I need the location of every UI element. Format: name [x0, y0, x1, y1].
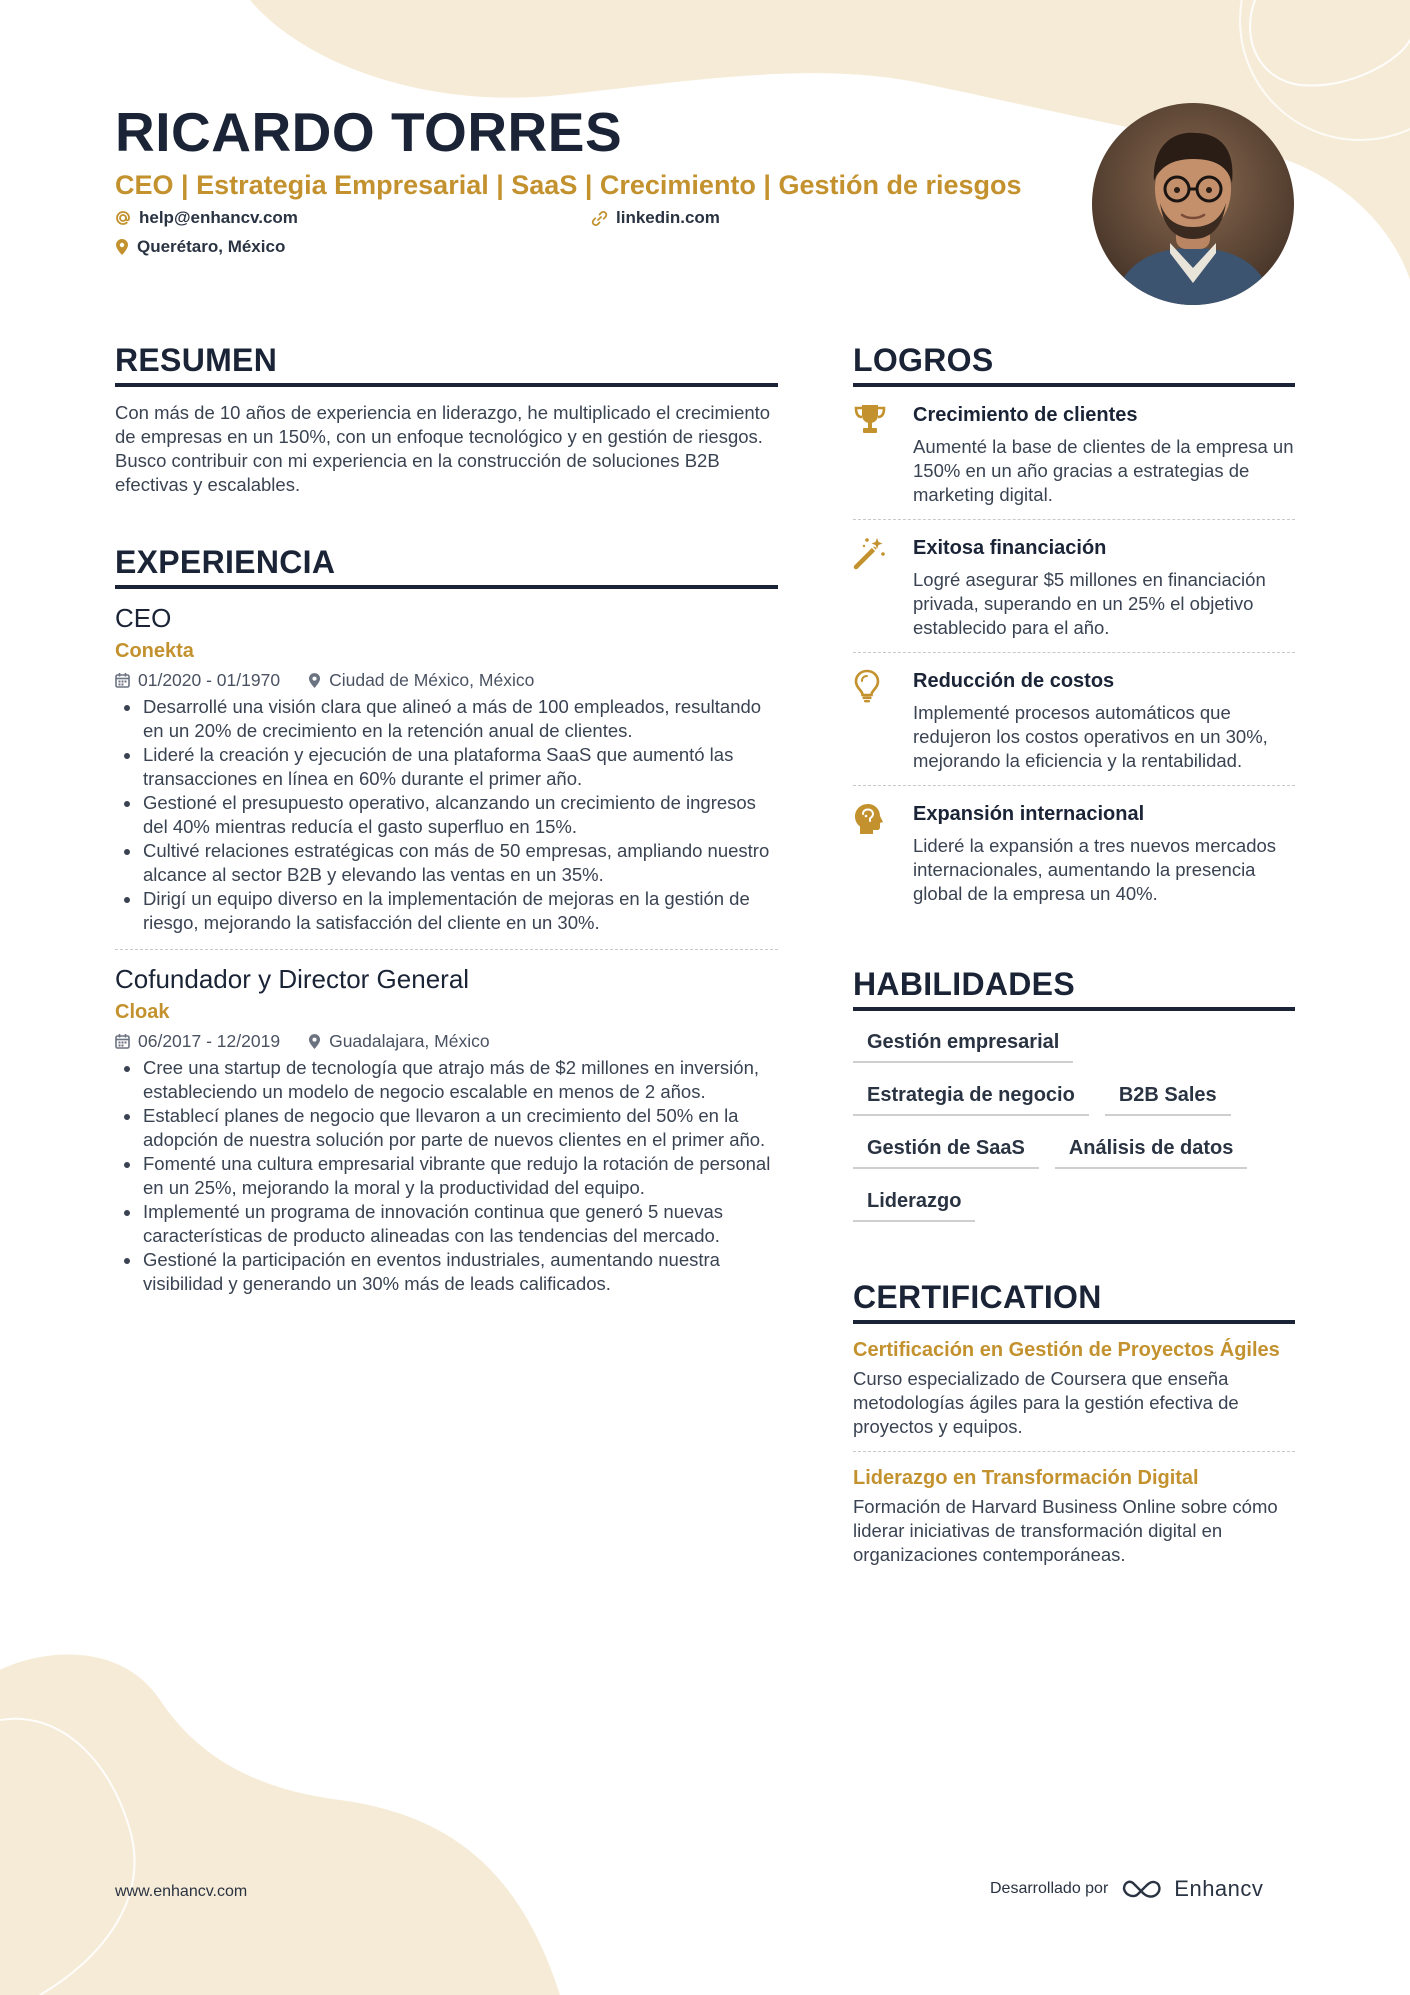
powered-by-text: Desarrollado por: [990, 1880, 1109, 1897]
job-company: Cloak: [115, 1001, 170, 1023]
location-pin-icon: [308, 1033, 321, 1050]
profile-photo: [1092, 103, 1294, 305]
achievement-desc: Aumenté la base de clientes de la empresa un 150% en un año gracias a estrategias de marketing digital.: [913, 436, 1294, 505]
candidate-name: RICARDO TORRES: [115, 101, 623, 163]
job-company: Conekta: [115, 640, 194, 662]
list-item: Desarrollé una visión clara que alineó a más de 100 empleados, resultando en un 20% de crecimiento en la retención anual de clientes.: [115, 695, 778, 743]
achievement-title: Reducción de costos: [913, 670, 1115, 692]
job-dates-text: 06/2017 - 12/2019: [138, 1031, 281, 1051]
job-role: CEO: [115, 603, 172, 633]
job-entry: [115, 601, 778, 935]
achievement-desc: Lideré la expansión a tres nuevos mercados internacionales, aumentando la presencia global de la empresa un 40%.: [913, 835, 1277, 904]
footer-website[interactable]: www.enhancv.com: [115, 1883, 248, 1900]
skill-tag: Gestión empresarial: [853, 1023, 1073, 1063]
achievement-title: Exitosa financiación: [913, 537, 1107, 559]
job-bullets: [115, 1056, 778, 1296]
job-dates: [115, 1030, 280, 1052]
left-column: [115, 340, 778, 1296]
list-item: Implementé un programa de innovación continua que generó 5 nuevas características de producto alineadas con las tendencias del mercado.: [115, 1200, 778, 1248]
certification-title: CERTIFICATION: [853, 1277, 1295, 1324]
certification-item: [853, 1452, 1295, 1567]
right-column: [853, 340, 1295, 1567]
avatar-illustration: [1092, 103, 1294, 305]
contact-info: [115, 208, 1075, 268]
location-pin-icon: [308, 672, 321, 689]
job-dates-text: 01/2020 - 01/1970: [138, 670, 281, 690]
link-icon: [591, 210, 608, 227]
magic-wand-icon: [853, 536, 887, 570]
list-item: Gestioné la participación en eventos industriales, aumentando nuestra visibilidad y generando un 30% más de leads calificados.: [115, 1248, 778, 1296]
job-meta: [115, 669, 778, 691]
achievement-item: [853, 786, 1295, 918]
skills-title: HABILIDADES: [853, 964, 1295, 1011]
location-pin-icon: [115, 238, 129, 256]
skill-tag: Estrategia de negocio: [853, 1076, 1089, 1116]
at-icon: [115, 210, 131, 226]
job-bullets: [115, 695, 778, 935]
lightbulb-icon: [853, 669, 881, 703]
achievement-title: Crecimiento de clientes: [913, 404, 1138, 426]
skill-tag: Gestión de SaaS: [853, 1129, 1039, 1169]
contact-location: [115, 237, 285, 257]
headline: CEO | Estrategia Empresarial | SaaS | Crecimiento | Gestión de riesgos: [115, 170, 1022, 200]
achievements-title: LOGROS: [853, 340, 1295, 387]
enhancv-logo-icon: [1120, 1876, 1166, 1902]
achievement-desc: Logré asegurar $5 millones en financiación privada, superando en un 25% el objetivo establecido para el año.: [913, 569, 1266, 638]
footer-branding: [990, 1876, 1263, 1902]
certification-desc: Formación de Harvard Business Online sobre cómo liderar iniciativas de transformación digital en organizaciones contemporáneas.: [853, 1496, 1278, 1565]
trophy-icon: [853, 403, 887, 435]
list-item: Dirigí un equipo diverso en la implementación de mejoras en la gestión de riesgo, mejorando la satisfacción del cliente en un 30%.: [115, 887, 778, 935]
achievement-item: [853, 387, 1295, 520]
linkedin-text: linkedin.com: [616, 208, 720, 227]
achievement-item: [853, 520, 1295, 653]
certification-desc: Curso especializado de Coursera que enseña metodologías ágiles para la gestión efectiva de proyectos y equipos.: [853, 1368, 1239, 1437]
job-location-text: Guadalajara, México: [329, 1031, 490, 1051]
job-location: [308, 1030, 490, 1052]
job-role: Cofundador y Director General: [115, 964, 470, 994]
certification-name: Certificación en Gestión de Proyectos Ágiles: [853, 1339, 1280, 1361]
email-text: help@enhancv.com: [139, 208, 298, 227]
certification-name: Liderazgo en Transformación Digital: [853, 1467, 1199, 1489]
calendar-icon: [115, 1033, 130, 1049]
brand-name: Enhancv: [1174, 1876, 1264, 1901]
head-brain-icon: [853, 802, 885, 836]
achievement-title: Expansión internacional: [913, 803, 1145, 825]
list-item: Cree una startup de tecnología que atrajo más de $2 millones en inversión, estableciendo un modelo de negocio escalable en menos de 2 años.: [115, 1056, 778, 1104]
header: [115, 100, 1075, 268]
achievement-item: [853, 653, 1295, 786]
job-entry: [115, 962, 778, 1296]
skills-list: [853, 1023, 1295, 1235]
list-item: Lideré la creación y ejecución de una plataforma SaaS que aumentó las transacciones en línea en 60% durante el primer año.: [115, 743, 778, 791]
skill-tag: Análisis de datos: [1055, 1129, 1248, 1169]
location-text: Querétaro, México: [137, 237, 286, 256]
experience-title: EXPERIENCIA: [115, 542, 778, 589]
list-item: Gestioné el presupuesto operativo, alcanzando un crecimiento de ingresos del 40% mientras reducía el gasto superfluo en 15%.: [115, 791, 778, 839]
list-item: Establecí planes de negocio que llevaron a un crecimiento del 50% en la adopción de nuestra solución por parte de nuevos clientes en el primer año.: [115, 1104, 778, 1152]
job-location-text: Ciudad de México, México: [329, 670, 535, 690]
list-item: Cultivé relaciones estratégicas con más de 50 empresas, ampliando nuestro alcance al sector B2B y elevando las ventas en un 35%.: [115, 839, 778, 887]
contact-linkedin[interactable]: [591, 208, 720, 228]
summary-title: RESUMEN: [115, 340, 778, 387]
divider: [115, 949, 778, 950]
job-location: [308, 669, 534, 691]
contact-email[interactable]: [115, 208, 298, 228]
job-meta: [115, 1030, 778, 1052]
summary-text: Con más de 10 años de experiencia en liderazgo, he multiplicado el crecimiento de empresas en un 150%, con un enfoque tecnológico y en gestión de riesgos. Busco contribuir con mi experiencia en la construcción de soluciones B2B efectivas y escalables.: [115, 402, 771, 495]
certification-item: [853, 1324, 1295, 1439]
achievement-desc: Implementé procesos automáticos que redujeron los costos operativos en un 30%, mejorando la eficiencia y la rentabilidad.: [913, 702, 1268, 771]
skill-tag: B2B Sales: [1105, 1076, 1231, 1116]
skill-tag: Liderazgo: [853, 1182, 975, 1222]
job-dates: [115, 669, 280, 691]
list-item: Fomenté una cultura empresarial vibrante que redujo la rotación de personal en un 25%, mejorando la moral y la productividad del equipo.: [115, 1152, 778, 1200]
calendar-icon: [115, 672, 130, 688]
